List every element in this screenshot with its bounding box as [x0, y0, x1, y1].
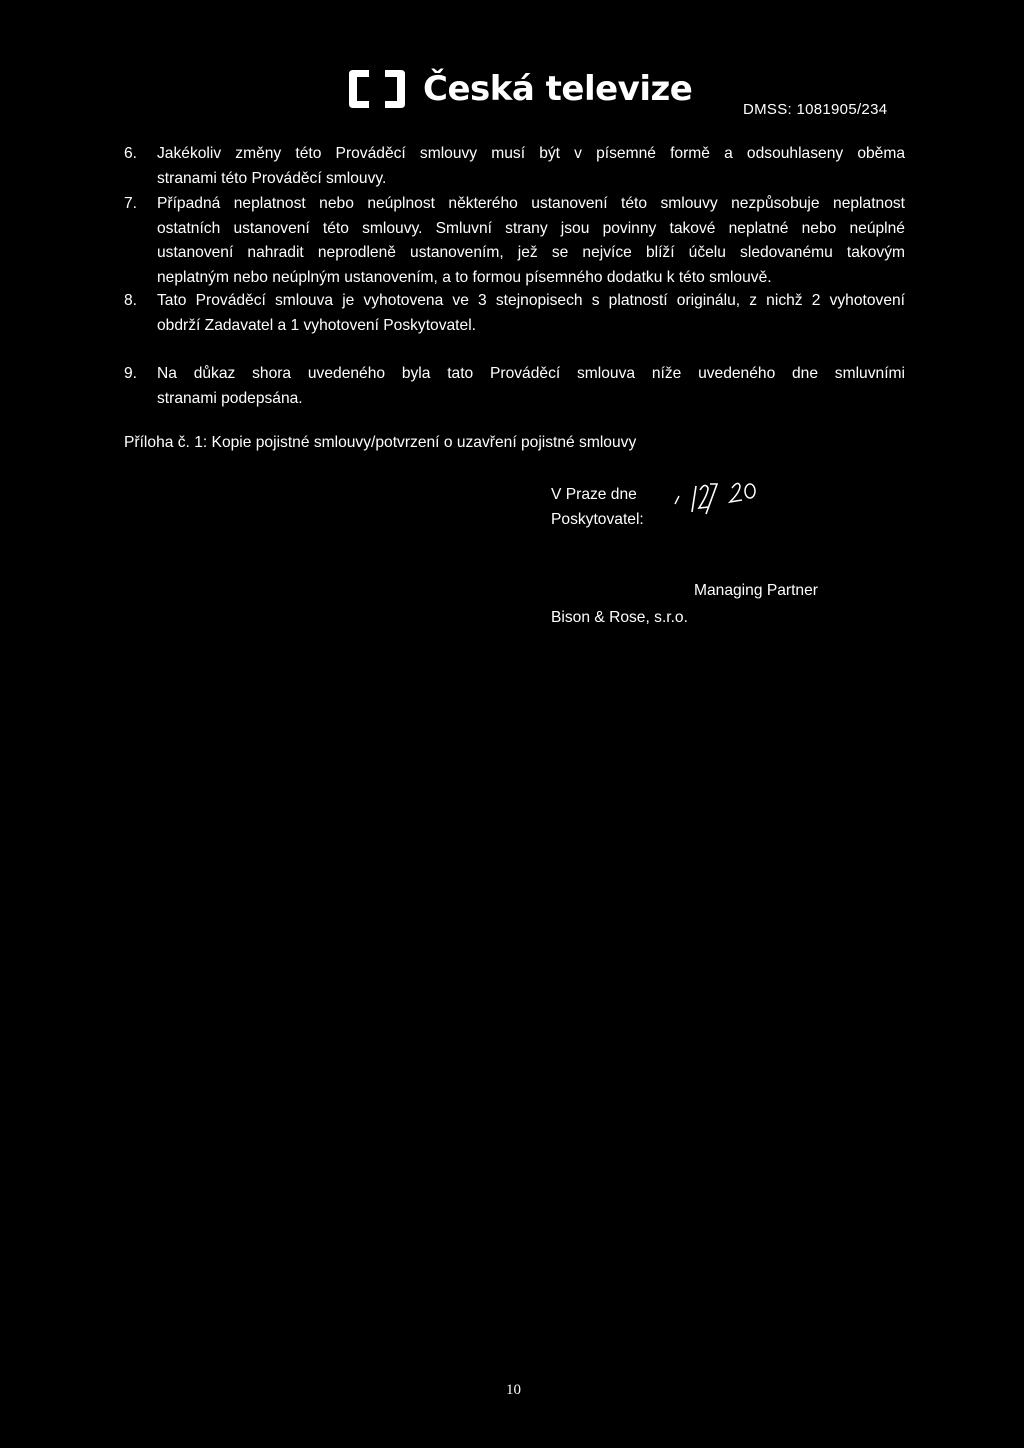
handwritten-date [672, 478, 772, 522]
ceska-televize-logo-icon [345, 68, 409, 110]
clause-6 [124, 142, 905, 191]
signatory-role: Managing Partner [694, 582, 818, 599]
logo-text: Česká televize [423, 69, 693, 109]
clause-line: obdrží Zadavatel a 1 vyhotovení Poskytovatel. [157, 316, 476, 334]
clause-number: 8. [124, 292, 138, 309]
clause-line: ostatních ustanovení této smlouvy. Smluvní strany jsou povinny takové neplatné nebo neúplné [157, 219, 905, 237]
clause-7 [124, 192, 905, 290]
clause-8 [124, 289, 905, 338]
annex-reference: Příloha č. 1: Kopie pojistné smlouvy/potvrzení o uzavření pojistné smlouvy [124, 434, 637, 451]
clause-line: stranami této Prováděcí smlouvy. [157, 169, 387, 187]
clause-line: Jakékoliv změny této Prováděcí smlouvy musí být v písemné formě a odsouhlaseny oběma [157, 145, 905, 162]
ceska-televize-logo [345, 68, 692, 110]
document-id: DMSS: 1081905/234 [743, 101, 888, 118]
clause-number: 9. [124, 365, 138, 382]
clause-number: 7. [124, 195, 138, 212]
clause-line: Tato Prováděcí smlouva je vyhotovena ve 3 stejnopisech s platností originálu, z nichž 2 vyhotovení [157, 292, 905, 309]
clause-number: 6. [124, 145, 138, 162]
clause-line: stranami podepsána. [157, 389, 303, 407]
clause-line: Na důkaz shora uvedeného byla tato Prováděcí smlouva níže uvedeného dne smluvními [157, 365, 905, 382]
clause-line: ustanovení nahradit neprodleně ustanovením, jež se nejvíce blíží účelu sledovanému takovým [157, 244, 905, 261]
clause-9 [124, 362, 905, 411]
page-number: 10 [506, 1382, 521, 1398]
provider-label: Poskytovatel: [551, 511, 644, 528]
place-date-label: V Praze dne [551, 486, 637, 503]
clause-line: neplatným nebo neúplným ustanovením, a to formou písemného dodatku k této smlouvě. [157, 268, 772, 286]
company-name: Bison & Rose, s.r.o. [551, 609, 688, 626]
clause-line: Případná neplatnost nebo neúplnost některého ustanovení této smlouvy nezpůsobuje neplatnost [157, 195, 905, 212]
